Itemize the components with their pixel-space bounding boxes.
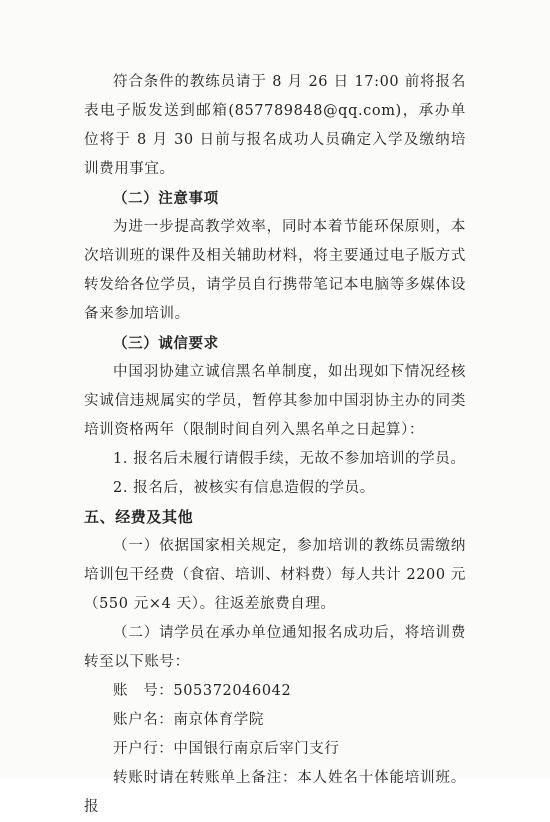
paragraph-registration: 符合条件的教练员请于 8 月 26 日 17:00 前将报名表电子版发送到邮箱(857789848@qq.com)，承办单位将于 8 月 30 日前与报名成功人员确定入学及缴纳培训费用事宜。 <box>84 74 466 177</box>
account-number: 账 号：505372046042 <box>113 683 292 699</box>
list-item-1: 1. 报名后未履行请假手续，无故不参加培训的学员。 <box>113 451 466 467</box>
account-name: 账户名：南京体育学院 <box>113 712 264 728</box>
bank-name: 开户行：中国银行南京后宰门支行 <box>113 741 340 757</box>
list-item-2: 2. 报名后，被核实有信息造假的学员。 <box>113 480 375 496</box>
paragraph-payment: （二）请学员在承办单位通知报名成功后，将培训费转至以下账号： <box>84 625 466 670</box>
heading-integrity: （三）诚信要求 <box>113 335 219 352</box>
paragraph-notes: 为进一步提高教学效率，同时本着节能环保原则，本次培训班的课件及相关辅助材料，将主要通过电子版方式转发给各位学员，请学员自行携带笔记本电脑等多媒体设备来参加培训。 <box>84 219 466 322</box>
paragraph-transfer-note: 转账时请在转账单上备注：本人姓名十体能培训班。报 <box>84 770 466 815</box>
heading-fees: 五、经费及其他 <box>84 508 194 526</box>
paragraph-fees: （一）依据国家相关规定，参加培训的教练员需缴纳培训包干经费（食宿、培训、材料费）每人共计 2200 元（550 元×4 天）。往返差旅费自理。 <box>84 538 466 612</box>
heading-notes: （二）注意事项 <box>113 190 219 207</box>
paragraph-integrity: 中国羽协建立诚信黑名单制度，如出现如下情况经核实诚信违规属实的学员，暂停其参加中国羽协主办的同类培训资格两年（限制时间自列入黑名单之日起算）： <box>84 364 466 438</box>
